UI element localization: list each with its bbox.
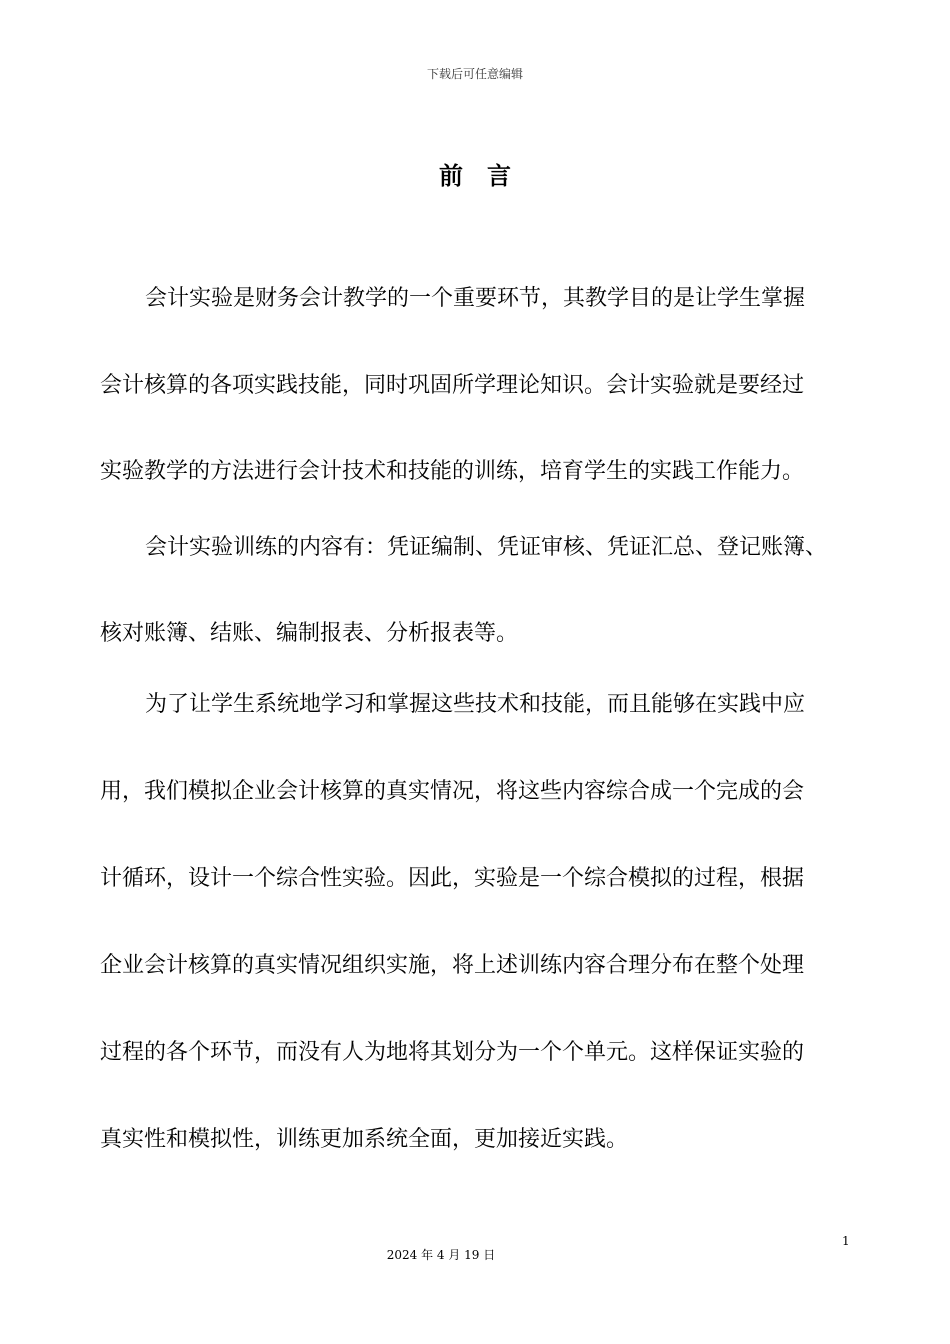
footer-date: 2024 年 4 月 19 日	[386, 1248, 496, 1262]
page-number: 1	[842, 1234, 850, 1248]
paragraph-line: 会计核算的各项实践技能，同时巩固所学理论知识。会计实验就是要经过	[100, 373, 805, 398]
paragraph-line: 用，我们模拟企业会计核算的真实情况，将这些内容综合成一个完成的会	[100, 779, 805, 804]
paragraph-line: 计循环，设计一个综合性实验。因此，实验是一个综合模拟的过程，根据	[100, 866, 805, 891]
paragraph-line: 核对账簿、结账、编制报表、分析报表等。	[100, 621, 519, 646]
paragraph-line: 过程的各个环节，而没有人为地将其划分为一个个单元。这样保证实验的	[100, 1040, 805, 1065]
document-title: 前言	[439, 162, 535, 190]
paragraph-line: 会计实验训练的内容有：凭证编制、凭证审核、凭证汇总、登记账簿、	[145, 535, 828, 560]
paragraph-line: 真实性和模拟性，训练更加系统全面，更加接近实践。	[100, 1127, 629, 1152]
paragraph-line: 会计实验是财务会计教学的一个重要环节，其教学目的是让学生掌握	[145, 286, 806, 311]
paragraph-line: 企业会计核算的真实情况组织实施，将上述训练内容合理分布在整个处理	[100, 953, 805, 978]
paragraph-line: 实验教学的方法进行会计技术和技能的训练，培育学生的实践工作能力。	[100, 459, 805, 484]
header-note: 下载后可任意编辑	[426, 67, 523, 81]
paragraph-line: 为了让学生系统地学习和掌握这些技术和技能，而且能够在实践中应	[145, 692, 806, 717]
